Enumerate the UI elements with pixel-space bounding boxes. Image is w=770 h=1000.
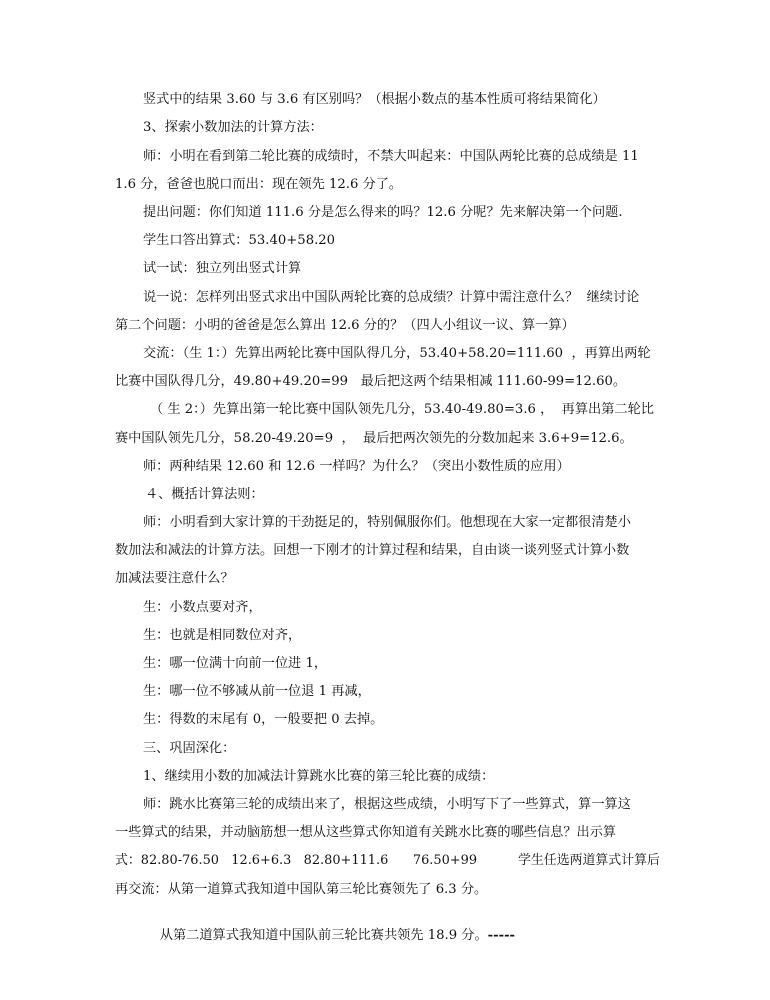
text-line: 第二个问题：小明的爸爸是怎么算出 12.6 分的？（四人小组议一议、算一算） [115,318,575,333]
text-line: 学生口答出算式：53.40+58.20 [143,233,336,248]
text-line: 再交流：从第一道算式我知道中国队第三轮比赛领先了 6.3 分。 [115,882,488,897]
text-line: 师：跳水比赛第三轮的成绩出来了，根据这些成绩，小明写下了一些算式，算一算这 [143,797,631,812]
text-line: 1.6 分，爸爸也脱口而出：现在领先 12.6 分了。 [115,177,403,192]
text-line: （ 生 2：）先算出第一轮比赛中国队领先几分，53.40-49.80=3.6 ， 再算出第二轮比 [150,402,654,417]
text-line: 加减法要注意什么？ [115,571,234,586]
text-line: 说一说：怎样列出竖式求出中国队两轮比赛的总成绩？计算中需注意什么？ 继续讨论 [143,290,640,305]
text-line: 1、继续用小数的加减法计算跳水比赛的第三轮比赛的成绩： [143,769,495,784]
text-line: 生：也就是相同数位对齐， [143,628,302,643]
section-heading: 三、巩固深化： [143,741,236,756]
text-line: 式：82.80-76.50 12.6+6.3 82.80+111.6 76.50+99 学生任选两道算式计算后 [115,853,660,868]
text-line: 交流：（生 1：）先算出两轮比赛中国队得几分，53.40+58.20=111.60 ，再算出两轮 [143,346,651,361]
dashed-mark: ----- [487,928,516,943]
text-line: 生：得数的末尾有 0，一般要把 0 去掉。 [143,712,384,727]
text-line: 生：哪一位满十向前一位进 1， [143,656,328,671]
text-line: 一些算式的结果，并动脑筋想一想从这些算式你知道有关跳水比赛的哪些信息？出示算 [115,825,617,840]
text-line: 生：小数点要对齐， [143,600,262,615]
text-line [143,909,515,963]
text-line: 提出问题：你们知道 111.6 分是怎么得来的吗？12.6 分呢？先来解决第一个问题. [143,205,623,220]
section-heading: 3、探索小数加法的计算方法： [143,120,323,135]
text-line: 竖式中的结果 3.60 与 3.6 有区别吗？（根据小数点的基本性质可将结果简化） [143,92,606,107]
text-line: 赛中国队领先几分，58.20-49.20=9 ， 最后把两次领先的分数加起来 3.6+9=12.6。 [115,431,633,446]
text-line-content: 从第二道算式我知道中国队前三轮比赛共领先 18.9 分。 [159,928,488,943]
section-heading: ４、概括计算法则： [145,487,264,502]
text-line: 师：小明在看到第二轮比赛的成绩时，不禁大叫起来：中国队两轮比赛的总成绩是 11 [143,149,639,164]
text-line: 生：哪一位不够减从前一位退 1 再减， [143,684,371,699]
text-line: 比赛中国队得几分，49.80+49.20=99 最后把这两个结果相减 111.60-99=12.60。 [115,374,627,389]
text-line: 师：小明看到大家计算的干劲挺足的，特别佩服你们。他想现在大家一定都很清楚小 [143,515,631,530]
text-line: 试一试：独立列出竖式计算 [143,261,302,276]
text-line: 数加法和减法的计算方法。回想一下刚才的计算过程和结果，自由谈一谈列竖式计算小数 [115,543,630,558]
text-line: 师：两种结果 12.60 和 12.6 一样吗？为什么？（突出小数性质的应用） [143,459,570,474]
